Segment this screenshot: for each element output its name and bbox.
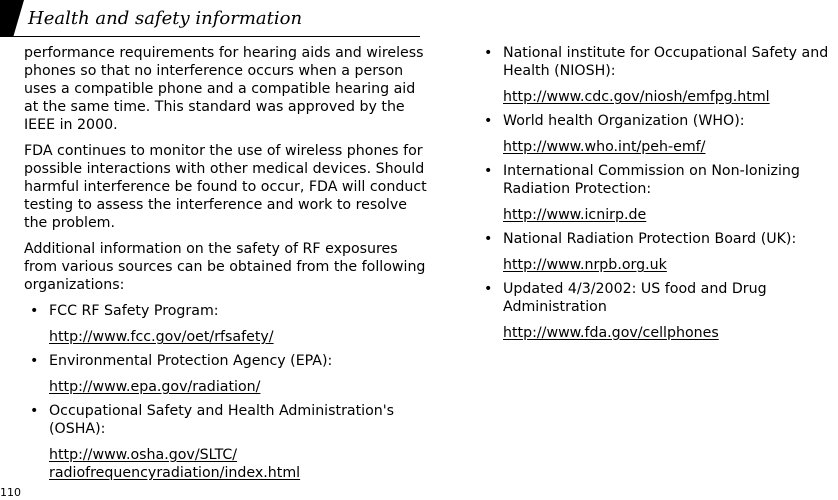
bullet-icon: • xyxy=(484,281,493,297)
paragraph-hearing-aids: performance requirements for hearing aids and wireless phones so that no interference occurs when a person uses a compatible phone and a compatible hearing aid at the same time. This standard was approved by the IEEE in 2000. xyxy=(24,45,424,133)
org-label: Updated 4/3/2002: US food and Drug Administration xyxy=(503,281,767,315)
link-fda[interactable]: http://www.fda.gov/cellphones xyxy=(503,325,719,341)
org-label: World health Organization (WHO): xyxy=(503,113,745,129)
list-item-niosh xyxy=(478,44,834,106)
bullet-icon: • xyxy=(30,403,39,419)
list-item-icnirp xyxy=(478,162,834,224)
list-item-nrpb xyxy=(478,230,834,274)
bullet-icon: • xyxy=(484,163,493,179)
bullet-icon: • xyxy=(30,353,39,369)
link-fcc[interactable]: http://www.fcc.gov/oet/rfsafety/ xyxy=(49,329,274,345)
org-label: National institute for Occupational Safety and Health (NIOSH): xyxy=(503,45,829,79)
page-title: Health and safety information xyxy=(28,8,303,29)
bullet-icon: • xyxy=(30,303,39,319)
list-item-who xyxy=(478,112,834,156)
org-label: FCC RF Safety Program: xyxy=(49,303,219,319)
link-nrpb[interactable]: http://www.nrpb.org.uk xyxy=(503,257,667,273)
link-icnirp[interactable]: http://www.icnirp.de xyxy=(503,207,647,223)
page-number: 110 xyxy=(0,486,21,499)
link-epa[interactable]: http://www.epa.gov/radiation/ xyxy=(49,379,261,395)
organization-list-left xyxy=(24,302,434,482)
link-who[interactable]: http://www.who.int/peh-emf/ xyxy=(503,139,706,155)
bullet-icon: • xyxy=(484,113,493,129)
organization-list-right xyxy=(478,44,834,342)
org-label: International Commission on Non-Ionizing Radiation Protection: xyxy=(503,163,800,197)
list-item-osha xyxy=(24,402,434,482)
paragraph-fda-monitoring: FDA continues to monitor the use of wireless phones for possible interactions with other medical devices. Should harmful interference be found to occur, FDA will conduct testing to assess the interference and work to resolve the problem. xyxy=(24,143,427,231)
right-column xyxy=(478,44,834,348)
org-label: National Radiation Protection Board (UK): xyxy=(503,231,797,247)
left-column xyxy=(24,44,434,488)
list-item-fcc xyxy=(24,302,434,346)
paragraph-additional-info: Additional information on the safety of RF exposures from various sources can be obtained from the following organizations: xyxy=(24,241,426,293)
link-niosh[interactable]: http://www.cdc.gov/niosh/emfpg.html xyxy=(503,89,770,105)
bullet-icon: • xyxy=(484,231,493,247)
list-item-fda xyxy=(478,280,834,342)
page-header xyxy=(0,0,400,40)
header-tab-marker xyxy=(0,0,24,37)
list-item-epa xyxy=(24,352,434,396)
org-label: Environmental Protection Agency (EPA): xyxy=(49,353,333,369)
link-osha[interactable]: http://www.osha.gov/SLTC/ radiofrequencyradiation/index.html xyxy=(49,447,301,481)
bullet-icon: • xyxy=(484,45,493,61)
org-label: Occupational Safety and Health Administration's (OSHA): xyxy=(49,403,395,437)
header-rule xyxy=(10,36,420,37)
